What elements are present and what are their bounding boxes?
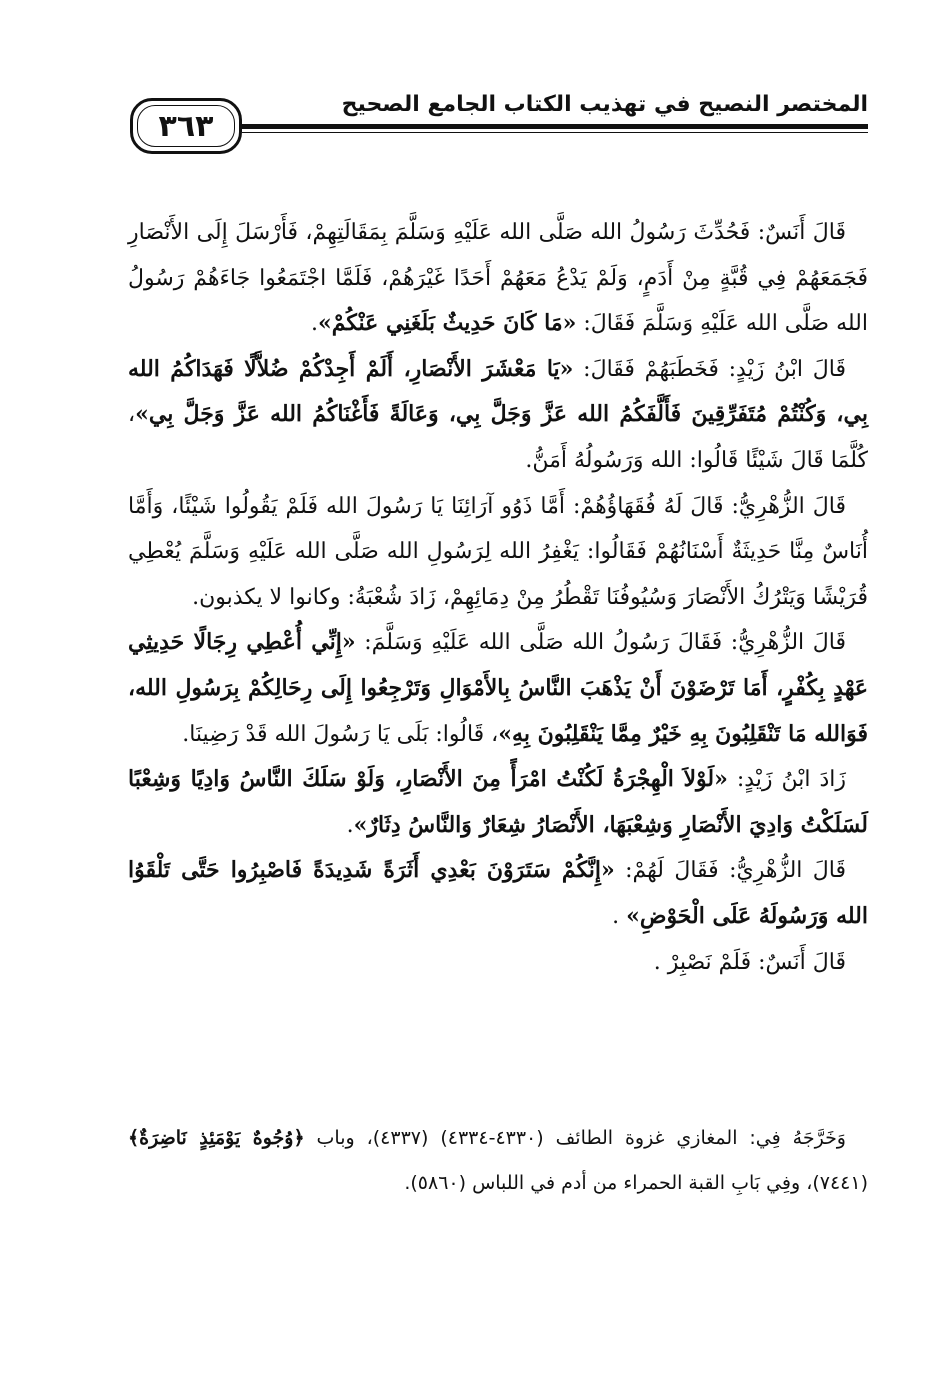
text-segment: قَالَ أَنَسٌ: فَحُدِّثَ رَسُولُ الله صَلَّى الله عَلَيْهِ وَسَلَّمَ بِمَقَالَتِهِمْ، فَأَرْسَلَ إِلَى الأَنْصَارِ فَجَمَعَهُمْ فِي قُبَّةٍ مِنْ أَدَمٍ، وَلَمْ يَدْعُ مَعَهُمْ أَحَدًا غَيْرَهُمْ، فَلَمَّا اجْتَمَعُوا جَاءَهُمْ رَسُولُ الله صَلَّى الله عَلَيْهِ وَسَلَّمَ فَقَالَ: (128, 220, 868, 337)
text-segment: . (346, 812, 354, 838)
hadith-quote: «مَا كَانَ حَدِيثٌ بَلَغَنِي عَنْكُمْ» (317, 310, 577, 337)
text-segment: قَالَ الزُّهْرِيُّ: فَقَالَ لَهُمْ: (614, 858, 846, 884)
quran-verse: ﴿وُجُوهٌ يَوْمَئِذٍ نَاضِرَةٌ﴾ (128, 1127, 305, 1149)
footnote-text: وَخَرَّجَهُ فِي: المغازي غزوة الطائف (٤٣٣٠-٤٣٣٤) (٤٣٣٧)، وباب (304, 1127, 846, 1149)
main-text (128, 210, 868, 985)
paragraph (128, 940, 868, 986)
hadith-quote: «إِنِّي أُعْطِي رِجَالًا حَدِيثِي عَهْدٍ بِكُفْرٍ، أَمَا تَرْضَوْنَ أَنْ يَذْهَبَ النَّاسُ بِالأَمْوَالِ وَتَرْجِعُوا إِلَى رِحَالِكُمْ بِرَسُولِ الله، فَوَالله مَا تَنْقَلِبُونَ بِهِ خَيْرٌ مِمَّا يَنْقَلِبُونَ بِهِ» (128, 629, 868, 747)
paragraph (128, 347, 868, 484)
paragraph (128, 210, 868, 347)
running-title: المختصر النصيح في تهذيب الكتاب الجامع الصحيح (341, 92, 868, 117)
text-segment: قَالَ الزُّهْرِيُّ: فَقَالَ رَسُولُ الله صَلَّى الله عَلَيْهِ وَسَلَّمَ: (355, 630, 846, 656)
text-segment: قَالَ الزُّهْرِيُّ: قَالَ لَهُ فُقَهَاؤُهُمْ: أَمَّا ذَوُو آرَائِنَا يَا رَسُولَ الله فَلَمْ يَقُولُوا شَيْئًا، وَأَمَّا أُنَاسٌ مِنَّا حَدِيثَةٌ أَسْنَانُهُمْ فَقَالُوا: يَغْفِرُ الله لِرَسُولِ الله صَلَّى الله عَلَيْهِ وَسَلَّمَ يُعْطِي قُرَيْشًا وَيَتْرُكُ الأَنْصَارَ وَسُيُوفُنَا تَقْطُرُ مِنْ دِمَائِهِمْ، زَادَ شُعْبَةُ: وكانوا لا يكذبون. (128, 493, 868, 610)
takhrij-note (128, 1116, 868, 1206)
footnote-text: (٧٤٤١)، وفِي بَابِ القبة الحمراء من أدم في اللباس (٥٨٦٠). (404, 1172, 868, 1194)
text-segment: . (612, 903, 627, 929)
hadith-quote: «يَا مَعْشَرَ الأَنْصَارِ، أَلَمْ أَجِدْكُمْ ضُلاَّلًا فَهَدَاكُمُ الله بِي، وَكُنْتُمْ مُتَفَرِّقِينَ فَأَلَّفَكُمُ الله عَزَّ وَجَلَّ بِي، وَعَالَةً فَأَغْنَاكُمُ الله عَزَّ وَجَلَّ بِي» (128, 355, 868, 428)
text-segment: قَالَ ابْنُ زَيْدٍ: فَخَطَبَهُمْ فَقَالَ: (573, 356, 846, 382)
paragraph (128, 757, 868, 848)
page-number-frame (130, 98, 242, 154)
hadith-quote: «إِنَّكُمْ سَتَرَوْنَ بَعْدِي أَثَرَةً شَدِيدَةً فَاصْبِرُوا حَتَّى تَلْقَوُا الله وَرَسُولَهُ عَلَى الْحَوْضِ» (128, 857, 868, 929)
text-segment: ، كُلَّمَا قَالَ شَيْئًا قَالُوا: الله وَرَسُولُهُ أَمَنُّ. (128, 402, 868, 473)
paragraph (128, 484, 868, 621)
header-rule-thin (242, 132, 868, 133)
page-number: ٣٦٣ (158, 108, 214, 144)
text-segment: . (310, 311, 318, 337)
page-header (130, 86, 868, 166)
footnote-paragraph (128, 1116, 868, 1206)
hadith-quote: «لَوْلاَ الْهِجْرَةُ لَكُنْتُ امْرَأً مِنَ الأَنْصَارِ، وَلَوْ سَلَكَ النَّاسُ وَادِيًا وَشِعْبًا لَسَلَكْتُ وَادِيَ الأَنْصَارِ وَشِعْبَهَا، الأَنْصَارُ شِعَارٌ وَالنَّاسُ دِثَارٌ» (128, 766, 868, 838)
paragraph (128, 848, 868, 939)
paragraph (128, 620, 868, 757)
text-segment: ، قَالُوا: بَلَى يَا رَسُولَ الله قَدْ رَضِينَا. (182, 721, 499, 747)
text-segment: زَادَ ابْنُ زَيْدٍ: (727, 767, 846, 793)
header-rule (242, 124, 868, 129)
text-segment: قَالَ أَنَسٌ: فَلَمْ نَصْبِرْ . (653, 949, 846, 975)
